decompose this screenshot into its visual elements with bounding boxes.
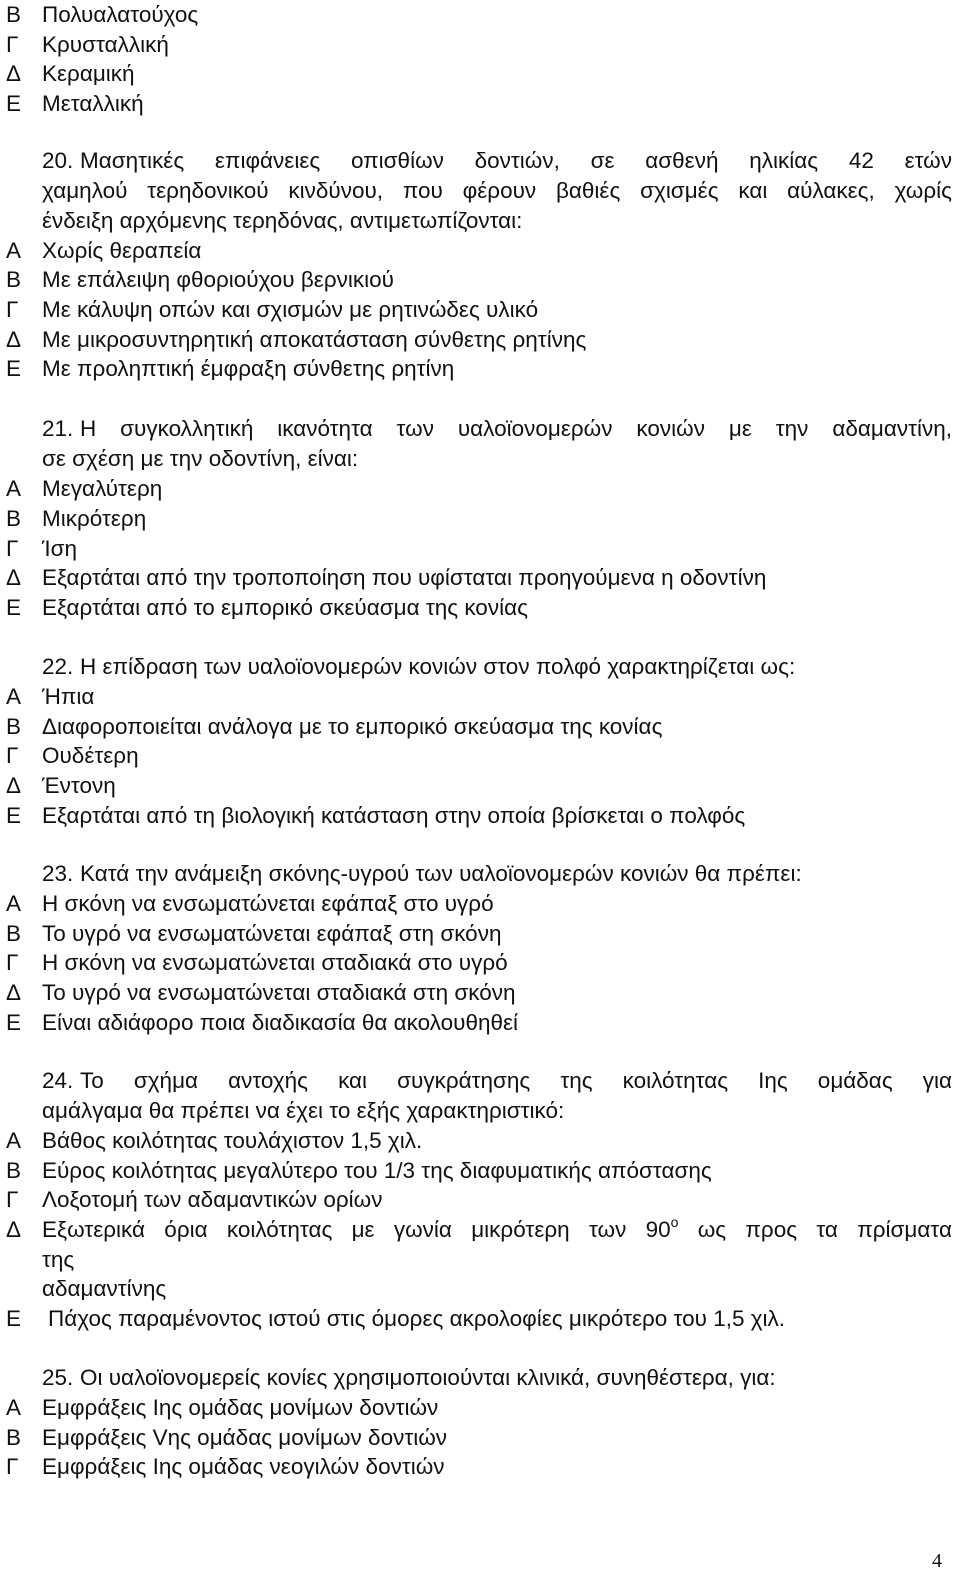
option-text: Κεραμική <box>42 61 135 86</box>
option-text: Το υγρό να ενσωματώνεται εφάπαξ στη σκόνη <box>42 921 502 946</box>
stem-line: αμάλγαμα θα πρέπει να έχει το εξής χαρακτηριστικό: <box>42 1098 565 1123</box>
option-text: Βάθος κοιλότητας τουλάχιστον 1,5 χιλ. <box>42 1128 423 1153</box>
option-text: Εξαρτάται από τη βιολογική κατάσταση στην οποία βρίσκεται ο πολφός <box>42 803 746 828</box>
stem-line: χαμηλού τερηδονικού κινδύνου, που φέρουν βαθιές σχισμές και αύλακες, χωρίς <box>42 178 952 203</box>
option-text: Εξαρτάται από την τροποποίηση που υφίσταται προηγούμενα η οδοντίνη <box>42 565 767 590</box>
option-letter: Β <box>6 1425 22 1450</box>
option-letter: Β <box>6 267 22 292</box>
option-text: Κρυσταλλική <box>42 32 169 57</box>
question-25-stem <box>42 1363 952 1393</box>
option-letter: Α <box>6 684 22 709</box>
option-text: Η σκόνη να ενσωματώνεται εφάπαξ στο υγρό <box>42 891 494 916</box>
option-text: Διαφοροποιείται ανάλογα με το εμπορικό σκεύασμα της κονίας <box>42 714 663 739</box>
stem-line: 23. Κατά την ανάμειξη σκόνης-υγρού των υαλοϊονομερών κονιών θα πρέπει: <box>42 859 952 889</box>
option-letter: Γ <box>6 743 19 768</box>
option-text: Ουδέτερη <box>42 743 139 768</box>
option-letter: Γ <box>6 536 19 561</box>
option-letter: Γ <box>6 1454 19 1479</box>
option-text: Το υγρό να ενσωματώνεται σταδιακά στη σκόνη <box>42 980 516 1005</box>
option-text: Η σκόνη να ενσωματώνεται σταδιακά στο υγρό <box>42 950 508 975</box>
option-letter: Β <box>6 1158 22 1183</box>
option-text: Μεγαλύτερη <box>42 476 163 501</box>
option-text: Ίση <box>42 536 78 561</box>
question-number: 22. <box>42 654 74 679</box>
option-letter: Γ <box>6 297 19 322</box>
question-number: 24. <box>42 1068 74 1093</box>
option-letter: Ε <box>6 356 22 381</box>
question-21-stem <box>42 414 952 474</box>
option-text: Λοξοτομή των αδαμαντικών ορίων <box>42 1187 383 1212</box>
option-text: Μικρότερη <box>42 506 147 531</box>
option-letter: Α <box>6 238 22 263</box>
option-text: Με επάλειψη φθοριούχου βερνικιού <box>42 267 394 292</box>
stem-line: 25. Οι υαλοϊονομερείς κονίες χρησιμοποιούνται κλινικά, συνηθέστερα, για: <box>42 1363 952 1393</box>
stem-line: ένδειξη αρχόμενης τερηδόνας, αντιμετωπίζονται: <box>42 208 523 233</box>
option-letter: Ε <box>6 1010 22 1035</box>
option-letter: Β <box>6 506 22 531</box>
option-letter: Α <box>6 1395 22 1420</box>
option-text: Πάχος παραμένοντος ιστού στις όμορες ακρολοφίες μικρότερο του 1,5 χιλ. <box>48 1306 786 1331</box>
question-24-stem <box>42 1066 952 1126</box>
option-letter: Δ <box>6 773 22 798</box>
question-number: 21. <box>42 416 74 441</box>
option-text: Εύρος κοιλότητας μεγαλύτερο του 1/3 της διαφυματικής απόστασης <box>42 1158 712 1183</box>
option-letter: Δ <box>6 980 22 1005</box>
option-letter: Β <box>6 2 22 27</box>
stem-line: 22. Η επίδραση των υαλοϊονομερών κονιών στον πολφό χαρακτηρίζεται ως: <box>42 652 952 682</box>
option-text: Έντονη <box>42 773 116 798</box>
option-text: Εμφράξεις Vης ομάδας μονίμων δοντιών <box>42 1425 448 1450</box>
option-letter: Δ <box>6 61 22 86</box>
option-letter: Β <box>6 921 22 946</box>
option-text: Εξωτερικά όρια κοιλότητας με γωνία μικρότερη των $90^o$ ως προς τα πρίσματα <box>42 1214 952 1242</box>
stem-line: 21. Η συγκολλητική ικανότητα των υαλοϊονομερών κονιών με την αδαμαντίνη, <box>42 414 952 444</box>
question-20-stem <box>42 146 952 236</box>
question-23-stem <box>42 859 952 889</box>
option-text: Είναι αδιάφορο ποια διαδικασία θα ακολουθηθεί <box>42 1010 519 1035</box>
question-number: 23. <box>42 861 74 886</box>
option-letter: Α <box>6 476 22 501</box>
option-letter: Ε <box>6 1306 22 1331</box>
option-text: Χωρίς θεραπεία <box>42 238 202 263</box>
option-letter: Γ <box>6 1187 19 1212</box>
option-letter: Δ <box>6 327 22 352</box>
option-letter: Γ <box>6 950 19 975</box>
degree-superscript: ο <box>670 1214 679 1230</box>
option-text: Εξαρτάται από το εμπορικό σκεύασμα της κονίας <box>42 595 528 620</box>
option-text: Πολυαλατούχος <box>42 2 199 27</box>
option-letter: Α <box>6 891 22 916</box>
option-text: αδαμαντίνης <box>42 1276 167 1301</box>
option-letter: Α <box>6 1128 22 1153</box>
option-letter: Δ <box>6 1217 22 1242</box>
option-text: Εμφράξεις Ιης ομάδας νεογιλών δοντιών <box>42 1454 445 1479</box>
option-letter: Ε <box>6 803 22 828</box>
option-text: Με κάλυψη οπών και σχισμών με ρητινώδες υλικό <box>42 297 539 322</box>
stem-line: σε σχέση με την οδοντίνη, είναι: <box>42 446 359 471</box>
page-number: 4 <box>932 1550 942 1572</box>
option-text: Με προληπτική έμφραξη σύνθετης ρητίνη <box>42 356 455 381</box>
stem-line: 24. Το σχήμα αντοχής και συγκράτησης της κοιλότητας Ιης ομάδας για <box>42 1066 952 1096</box>
option-letter: Ε <box>6 91 22 116</box>
option-text: Με μικροσυντηρητική αποκατάσταση σύνθετης ρητίνης <box>42 327 587 352</box>
stem-line: 20. Μασητικές επιφάνειες οπισθίων δοντιών, σε ασθενή ηλικίας 42 ετών <box>42 146 952 176</box>
option-text: Ήπια <box>42 684 95 709</box>
option-letter: Δ <box>6 565 22 590</box>
question-number: 20. <box>42 148 74 173</box>
option-letter: Β <box>6 714 22 739</box>
question-number: 25. <box>42 1365 74 1390</box>
option-text: της <box>42 1247 75 1272</box>
option-text: Εμφράξεις Ιης ομάδας μονίμων δοντιών <box>42 1395 439 1420</box>
question-22-stem <box>42 652 952 682</box>
option-text: Μεταλλική <box>42 91 144 116</box>
option-letter: Γ <box>6 32 19 57</box>
option-letter: Ε <box>6 595 22 620</box>
